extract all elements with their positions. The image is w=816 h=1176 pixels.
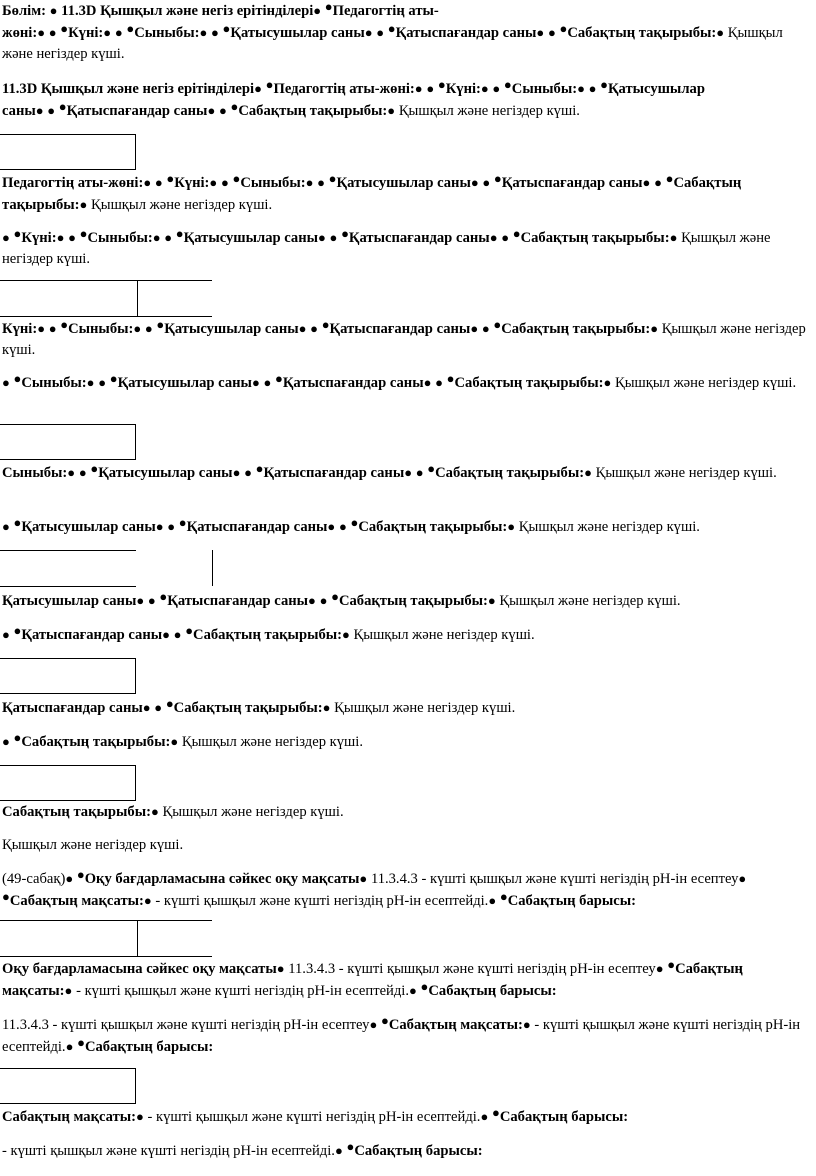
bullet-icon: ● <box>220 175 229 190</box>
bullet-icon: ● <box>650 321 659 336</box>
bullet-icon: ● <box>313 3 322 18</box>
bullet-icon: ● <box>230 99 239 114</box>
text-run: Қатысушылар саны <box>117 375 252 391</box>
text-run: Қатыспағандар саны <box>348 230 490 246</box>
bullet-icon: ● <box>423 375 432 390</box>
text-run: Қатыспағандар саны <box>282 375 424 391</box>
text-run: Сабақтың тақырыбы: <box>2 804 151 820</box>
text-run: Қышқыл және негіздер күші. <box>614 375 797 391</box>
bullet-icon: ● <box>37 25 46 40</box>
bullet-icon: ● <box>144 321 153 336</box>
bullet-icon: ● <box>584 465 592 480</box>
bullet-icon: ● <box>60 21 69 36</box>
text-run: Қышқыл және негіздер күші. <box>2 230 771 267</box>
text-run: Оқу бағдарламасына сәйкес оқу мақсаты <box>84 871 360 887</box>
bullet-icon: ● <box>414 81 423 96</box>
bullet-icon: ● <box>481 321 490 336</box>
text-block-5 <box>2 318 810 361</box>
text-run: 11.3.4.3 - күшті қышқыл және күшті негіздің pH-ін есептеу <box>288 961 656 977</box>
text-run: Қышқыл және негіздер күші. <box>518 519 700 535</box>
text-run: Қатыспағандар саны <box>329 321 471 337</box>
text-run: Қатысушылар саны <box>21 519 156 535</box>
text-run: - күшті қышқыл және күшті негіздің pH-ін есептейді. <box>147 1109 481 1125</box>
bullet-icon: ● <box>480 81 489 96</box>
text-run: 11.3.4.3 - күшті қышқыл және күшті негіздің pH-ін есептеу <box>370 871 739 887</box>
bullet-icon: ● <box>522 1017 531 1032</box>
bullet-icon: ● <box>665 171 674 186</box>
bullet-icon: ● <box>493 317 502 332</box>
bullet-icon: ● <box>480 1109 489 1124</box>
bullet-icon: ● <box>222 21 231 36</box>
bullet-icon: ● <box>387 103 396 118</box>
bullet-icon: ● <box>162 627 171 642</box>
bullet-icon: ● <box>446 371 455 386</box>
bullet-icon: ● <box>642 175 651 190</box>
table-line <box>137 920 138 956</box>
bullet-icon: ● <box>298 321 307 336</box>
bullet-icon: ● <box>68 230 76 245</box>
text-run: Педагогтің аты-жөні: <box>273 81 415 97</box>
table-line <box>0 920 212 921</box>
text-run: Күні: <box>174 175 210 191</box>
bullet-icon: ● <box>170 734 179 749</box>
bullet-icon: ● <box>103 25 112 40</box>
table-line <box>0 280 212 281</box>
bullet-icon: ● <box>159 589 168 604</box>
text-run: Сыныбы: <box>68 321 134 337</box>
bullet-icon: ● <box>244 465 252 480</box>
bullet-icon: ● <box>199 25 208 40</box>
text-run: Сыныбы: <box>134 25 200 41</box>
table-cell-fragment <box>0 765 136 801</box>
bullet-icon: ● <box>13 623 22 638</box>
bullet-icon: ● <box>2 627 10 642</box>
text-run: Сабақтың мақсаты: <box>2 961 743 999</box>
bullet-icon: ● <box>152 230 161 245</box>
bullet-icon: ● <box>420 979 429 994</box>
text-block-12 <box>2 731 810 753</box>
text-run: Қышқыл және негіздер күші. <box>2 25 783 62</box>
bullet-icon: ● <box>654 175 662 190</box>
bullet-icon: ● <box>166 171 175 186</box>
bullet-icon: ● <box>427 461 436 476</box>
bullet-icon: ● <box>655 961 664 976</box>
bullet-icon: ● <box>503 77 512 92</box>
text-run: Сыныбы: <box>240 175 306 191</box>
text-run: Қатысушылар саны <box>183 230 319 246</box>
bullet-icon: ● <box>86 375 95 390</box>
bullet-icon: ● <box>232 171 241 186</box>
bullet-icon: ● <box>667 957 676 972</box>
bullet-icon: ● <box>154 175 163 190</box>
text-run: Күні: <box>2 321 38 337</box>
text-block-9 <box>2 590 810 612</box>
bullet-icon: ● <box>13 730 22 745</box>
table-line <box>0 586 136 587</box>
table-cell-fragment <box>0 134 136 170</box>
text-block-7 <box>2 462 810 484</box>
text-block-15 <box>2 868 810 912</box>
text-run: Қышқыл және негіздер күші. <box>162 804 344 820</box>
text-run: Сабақтың тақырыбы: <box>454 375 604 391</box>
text-block-10 <box>2 624 810 646</box>
table-line <box>212 550 213 586</box>
text-run: Күні: <box>68 25 104 41</box>
bullet-icon: ● <box>499 889 508 904</box>
text-block-4 <box>2 227 810 270</box>
bullet-icon: ● <box>437 77 446 92</box>
text-block-11 <box>2 697 810 719</box>
text-run: Қышқыл және негіздер күші. <box>2 837 184 853</box>
bullet-icon: ● <box>409 983 417 998</box>
bullet-icon: ● <box>65 871 74 886</box>
bullet-icon: ● <box>493 171 502 186</box>
text-run: жөні: <box>2 25 38 41</box>
text-run: Қатыспағандар саны <box>501 175 643 191</box>
text-run: - күшті қышқыл және күшті негіздің pH-ін есептейді. <box>2 1017 801 1055</box>
text-run: Сабақтың тақырыбы: <box>567 25 717 41</box>
text-run: Сабақтың мақсаты: <box>9 893 144 909</box>
bullet-icon: ● <box>559 21 568 36</box>
text-block-17 <box>2 1014 810 1058</box>
bullet-icon: ● <box>136 1109 144 1124</box>
bullet-icon: ● <box>350 515 359 530</box>
text-block-19 <box>2 1140 810 1162</box>
text-run: Сыныбы: <box>511 81 578 97</box>
text-run: Қатысушылар саны <box>230 25 365 41</box>
bullet-icon: ● <box>321 317 330 332</box>
bullet-icon: ● <box>156 317 165 332</box>
bullet-icon: ● <box>387 21 396 36</box>
text-run: Сабақтың тақырыбы: <box>173 700 323 716</box>
bullet-icon: ● <box>338 519 347 534</box>
text-block-13 <box>2 801 810 823</box>
bullet-icon: ● <box>167 519 176 534</box>
bullet-icon: ● <box>13 515 22 530</box>
text-run: Қатысушылар саны <box>336 175 471 191</box>
text-block-1 <box>2 0 810 65</box>
bullet-icon: ● <box>276 961 285 976</box>
text-run: Күні: <box>21 230 57 246</box>
bullet-icon: ● <box>265 77 274 92</box>
bullet-icon: ● <box>77 1035 85 1050</box>
text-run: Сабақтың тақырыбы: <box>238 103 388 119</box>
bullet-icon: ● <box>175 226 184 241</box>
table-cell-fragment <box>0 1068 136 1104</box>
text-run: Қатыспағандар саны <box>66 103 208 119</box>
bullet-icon: ● <box>35 103 44 118</box>
text-block-18 <box>2 1106 810 1128</box>
bullet-icon: ● <box>209 175 218 190</box>
text-run: Қышқыл және негіздер күші. <box>334 700 516 716</box>
text-run: Педагогтің аты-жөні: <box>2 175 144 191</box>
bullet-icon: ● <box>489 230 498 245</box>
bullet-icon: ● <box>404 465 413 480</box>
text-run: Сабақтың тақырыбы: <box>435 465 585 481</box>
text-run: Қатыспағандар саны <box>2 700 143 716</box>
bullet-icon: ● <box>487 593 496 608</box>
text-run: Қатысушылар саны <box>2 593 137 609</box>
text-run: 11.3D Қышқыл және негіз ерітінділері <box>61 3 314 19</box>
bullet-icon: ● <box>328 171 337 186</box>
bullet-icon: ● <box>136 593 145 608</box>
text-run: 11.3D Қышқыл және негіз ерітінділері <box>2 81 255 97</box>
bullet-icon: ● <box>48 25 57 40</box>
text-run: Қатысушылар <box>607 81 705 97</box>
text-run: Сабақтың барысы: <box>507 893 636 909</box>
text-run: Қышқыл және негіздер күші. <box>181 734 363 750</box>
bullet-icon: ● <box>342 627 350 642</box>
bullet-icon: ● <box>147 593 156 608</box>
bullet-icon: ● <box>415 465 424 480</box>
text-run: Сабақтың барысы: <box>499 1109 629 1125</box>
bullet-icon: ● <box>109 371 118 386</box>
bullet-icon: ● <box>305 175 314 190</box>
bullet-icon: ● <box>488 893 497 908</box>
text-block-14 <box>2 835 810 856</box>
bullet-icon: ● <box>426 81 435 96</box>
bullet-icon: ● <box>2 734 10 749</box>
bullet-icon: ● <box>547 25 556 40</box>
text-run: Қышқыл және негіздер күші. <box>499 593 681 609</box>
bullet-icon: ● <box>154 700 163 715</box>
bullet-icon: ● <box>319 593 328 608</box>
text-run: саны <box>2 103 36 119</box>
bullet-icon: ● <box>79 197 88 212</box>
bullet-icon: ● <box>341 226 349 241</box>
table-line <box>0 550 136 551</box>
text-run: Сабақтың барысы: <box>354 1143 483 1159</box>
bullet-icon: ● <box>492 81 501 96</box>
bullet-icon: ● <box>274 371 283 386</box>
text-block-16 <box>2 958 810 1002</box>
text-run: Қатыспағандар саны <box>21 627 163 643</box>
bullet-icon: ● <box>49 3 58 18</box>
text-run: (49-сабақ) <box>2 871 66 887</box>
bullet-icon: ● <box>669 230 678 245</box>
bullet-icon: ● <box>329 230 338 245</box>
text-run: Қышқыл және негіздер күші. <box>91 197 273 213</box>
text-run: Күні: <box>445 81 481 97</box>
text-run: Сабақтың мақсаты: <box>2 1109 137 1125</box>
bullet-icon: ● <box>346 1139 355 1154</box>
text-run: Оқу бағдарламасына сәйкес оқу мақсаты <box>2 961 277 977</box>
bullet-icon: ● <box>178 515 187 530</box>
bullet-icon: ● <box>13 371 22 386</box>
bullet-icon: ● <box>2 519 10 534</box>
bullet-icon: ● <box>603 375 612 390</box>
text-run: - күшті қышқыл және күшті негіздің pH-ін есептейді. <box>155 893 489 909</box>
bullet-icon: ● <box>263 375 272 390</box>
text-run: Сабақтың барысы: <box>84 1039 214 1055</box>
text-block-8 <box>2 516 810 538</box>
bullet-icon: ● <box>165 696 174 711</box>
bullet-icon: ● <box>380 1013 389 1028</box>
bullet-icon: ● <box>327 519 336 534</box>
bullet-icon: ● <box>56 230 65 245</box>
text-block-6 <box>2 372 810 394</box>
bullet-icon: ● <box>536 25 545 40</box>
bullet-icon: ● <box>155 519 164 534</box>
bullet-icon: ● <box>67 465 76 480</box>
bullet-icon: ● <box>78 465 87 480</box>
text-run: Қатыспағандар саны <box>167 593 309 609</box>
bullet-icon: ● <box>318 230 326 245</box>
text-run: 11.3.4.3 - күшті қышқыл және күшті негіздің pH-ін есептеу <box>2 1017 370 1033</box>
bullet-icon: ● <box>369 1017 378 1032</box>
bullet-icon: ● <box>232 465 241 480</box>
text-run: Сыныбы: <box>21 375 87 391</box>
bullet-icon: ● <box>324 0 333 14</box>
bullet-icon: ● <box>588 81 597 96</box>
text-run: Сабақтың тақырыбы: <box>501 321 651 337</box>
bullet-icon: ● <box>98 375 107 390</box>
bullet-icon: ● <box>185 623 194 638</box>
bullet-icon: ● <box>65 1039 74 1054</box>
bullet-icon: ● <box>37 321 46 336</box>
text-run: - күшті қышқыл және күшті негіздің pH-ін есептейді. <box>76 983 409 999</box>
text-run: Қатыспағандар саны <box>395 25 537 41</box>
bullet-icon: ● <box>255 461 264 476</box>
bullet-icon: ● <box>512 226 521 241</box>
text-run: Қышқыл және негіздер күші. <box>398 103 580 119</box>
text-run: Сабақтың барысы: <box>428 983 557 999</box>
bullet-icon: ● <box>716 25 725 40</box>
text-run: Қышқыл және негіздер күші. <box>353 627 535 643</box>
bullet-icon: ● <box>76 867 85 882</box>
text-run: Сабақтың мақсаты: <box>388 1017 523 1033</box>
bullet-icon: ● <box>359 871 368 886</box>
bullet-icon: ● <box>164 230 173 245</box>
text-block-2 <box>2 78 810 122</box>
bullet-icon: ● <box>331 589 339 604</box>
bullet-icon: ● <box>2 230 10 245</box>
text-run: Сабақтың тақырыбы: <box>358 519 508 535</box>
bullet-icon: ● <box>470 175 479 190</box>
text-run: Қатысушылар саны <box>98 465 233 481</box>
text-run: Қатысушылар саны <box>164 321 299 337</box>
text-run: Сыныбы: <box>2 465 68 481</box>
bullet-icon: ● <box>738 871 747 886</box>
text-run: Қышқыл және негіздер күші. <box>2 321 806 358</box>
bullet-icon: ● <box>435 375 443 390</box>
bullet-icon: ● <box>60 317 69 332</box>
bullet-icon: ● <box>334 1143 343 1158</box>
text-run: Қатыспағандар саны <box>263 465 405 481</box>
bullet-icon: ● <box>310 321 319 336</box>
bullet-icon: ● <box>218 103 227 118</box>
text-run: Қышқыл және негіздер күші. <box>595 465 777 481</box>
bullet-icon: ● <box>501 230 510 245</box>
bullet-icon: ● <box>13 226 22 241</box>
text-block-3 <box>2 172 810 216</box>
bullet-icon: ● <box>322 700 331 715</box>
bullet-icon: ● <box>577 81 585 96</box>
bullet-icon: ● <box>482 175 491 190</box>
bullet-icon: ● <box>142 700 151 715</box>
bullet-icon: ● <box>364 25 373 40</box>
bullet-icon: ● <box>143 175 152 190</box>
bullet-icon: ● <box>251 375 260 390</box>
bullet-icon: ● <box>58 99 67 114</box>
bullet-icon: ● <box>376 25 385 40</box>
text-run: Сабақтың тақырыбы: <box>338 593 488 609</box>
bullet-icon: ● <box>126 21 135 36</box>
text-run: Сабақтың тақырыбы: <box>193 627 343 643</box>
bullet-icon: ● <box>79 226 88 241</box>
bullet-icon: ● <box>317 175 325 190</box>
bullet-icon: ● <box>47 103 56 118</box>
text-run: Бөлім: <box>2 3 46 19</box>
bullet-icon: ● <box>254 81 262 96</box>
table-cell-fragment <box>0 658 136 694</box>
text-run: - күшті қышқыл және күшті негіздің pH-ін есептейді. <box>2 1143 335 1159</box>
bullet-icon: ● <box>308 593 316 608</box>
bullet-icon: ● <box>211 25 219 40</box>
bullet-icon: ● <box>133 321 142 336</box>
bullet-icon: ● <box>64 983 73 998</box>
text-run: Сыныбы: <box>87 230 153 246</box>
table-line <box>0 316 212 317</box>
table-line <box>137 280 138 316</box>
bullet-icon: ● <box>600 77 608 92</box>
bullet-icon: ● <box>2 889 10 904</box>
bullet-icon: ● <box>114 25 123 40</box>
text-run: Педагогтің аты- <box>332 3 439 19</box>
bullet-icon: ● <box>150 804 159 819</box>
text-run: Сабақтың тақырыбы: <box>2 175 742 213</box>
bullet-icon: ● <box>173 627 182 642</box>
text-run: Қатыспағандар саны <box>186 519 328 535</box>
bullet-icon: ● <box>491 1105 500 1120</box>
text-run: Сабақтың тақырыбы: <box>21 734 171 750</box>
table-cell-fragment <box>0 424 136 460</box>
bullet-icon: ● <box>48 321 57 336</box>
bullet-icon: ● <box>143 893 152 908</box>
bullet-icon: ● <box>90 461 99 476</box>
text-run: Сабақтың тақырыбы: <box>520 230 670 246</box>
bullet-icon: ● <box>207 103 216 118</box>
table-line <box>0 956 212 957</box>
bullet-icon: ● <box>2 375 10 390</box>
bullet-icon: ● <box>507 519 516 534</box>
bullet-icon: ● <box>470 321 479 336</box>
